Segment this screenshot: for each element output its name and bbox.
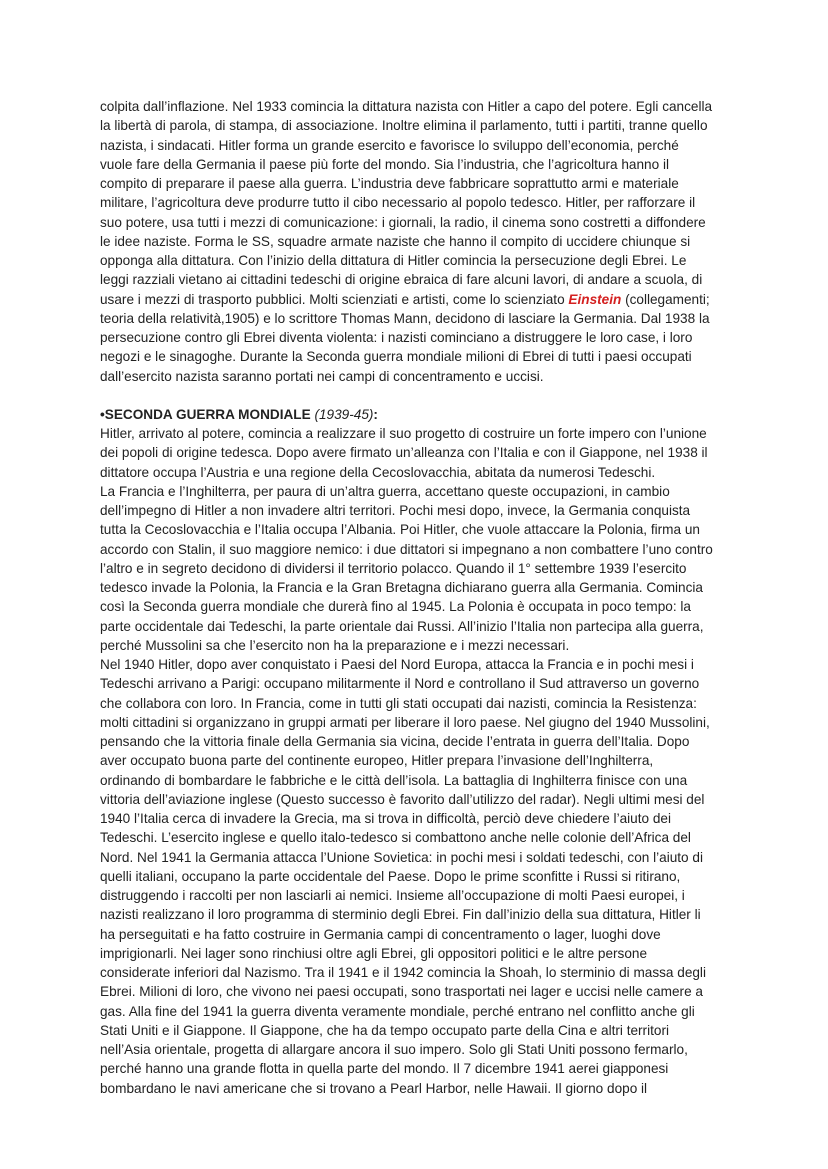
einstein-highlight: Einstein: [568, 291, 622, 307]
text-line: nell’Asia orientale, progetta di allargare ancora il suo impero. Solo gli Stati Uniti possono fermarlo,: [100, 1042, 688, 1057]
text-line: [100, 290, 740, 309]
text-line: perché hanno una grande flotta in quella parte del mondo. Il 7 dicembre 1941 aerei giapponesi: [100, 1061, 669, 1077]
text-line: compito di preparare il paese alla guerra. L’industria deve fabbricare soprattutto armi e materiale: [100, 176, 679, 191]
text-line: Ebrei. Milioni di loro, che vivono nei paesi occupati, sono trasportati nei lager e uccisi nelle camere a: [100, 984, 703, 1000]
text-line: dittatore occupa l’Austria e una regione della Cecoslovacchia, abitata da numerosi Tedeschi.: [100, 464, 656, 480]
text-line: dell’impegno di Hitler a non invadere altri territori. Pochi mesi dopo, invece, la Germania conquista: [100, 503, 691, 518]
text-line: Hitler, arrivato al potere, comincia a realizzare il suo progetto di costruire un forte impero con l’unione: [100, 426, 707, 441]
text-line: negozi e le sinagoghe. Durante la Seconda guerra mondiale milioni di Ebrei di tutti i paesi occupati: [100, 349, 692, 365]
text-line: 1940 l’Italia cerca di invadere la Grecia, ma si trova in difficoltà, perciò deve chiedere l’aiuto dei: [100, 811, 671, 826]
text-line: tedesco invade la Polonia, la Francia e la Gran Bretagna dichiarano guerra alla Germania. Comincia: [100, 580, 703, 595]
text-line: gas. Alla fine del 1941 la guerra diventa veramente mondiale, perché entrano nel conflitto anche gli: [100, 1003, 695, 1019]
text-line: persecuzione contro gli Ebrei diventa violenta: i nazisti cominciano a distruggere le loro case, i loro: [100, 330, 693, 345]
text-line: ha perseguitati e ha fatto costruire in Germania campi di concentramento o lager, luoghi dove: [100, 926, 661, 942]
text-line: molti cittadini si organizzano in gruppi armati per liberare il loro paese. Nel giugno del 1940 Mussolini,: [100, 714, 710, 730]
text-line: imprigionarli. Nei lager sono rinchiusi oltre agli Ebrei, gli oppositori politici e le altre persone: [100, 945, 648, 961]
text-line: che collabora con loro. In Francia, come in tutti gli stati occupati dai nazisti, comincia la Resistenza:: [100, 695, 697, 711]
paragraph-hitler-dictatorship: [100, 97, 740, 386]
text-line: Nel 1940 Hitler, dopo aver conquistato i Paesi del Nord Europa, attacca la Francia e in pochi mesi i: [100, 657, 694, 672]
text-line: Tedeschi arrivano a Parigi: occupano militarmente il Nord e controllano il Sud attraverso un governo: [100, 676, 700, 692]
text-line: parte occidentale dai Tedeschi, la parte orientale dai Russi. All’inizio l’Italia non partecipa alla guerra,: [100, 618, 704, 634]
text-line: Tedeschi. L’esercito inglese e quello italo-tedesco si combattono anche nelle colonie dell’Africa del: [100, 830, 691, 846]
section-heading: [100, 405, 740, 424]
text-line: le idee naziste. Forma le SS, squadre armate naziste che hanno il compito di uccidere chiunque si: [100, 233, 691, 249]
document-page: [100, 97, 740, 1098]
text-line: così la Seconda guerra mondiale che durerà fino al 1945. La Polonia è occupata in poco tempo: la: [100, 599, 691, 615]
text-line: distruggendo i raccolti per non lasciarli ai nemici. Insieme all’occupazione di molti Paesi europei, i: [100, 888, 685, 903]
text-line: dall’esercito nazista saranno portati nei campi di concentramento e uccisi.: [100, 368, 544, 384]
text-line: bombardano le navi americane che si trovano a Pearl Harbor, nelle Hawaii. Il giorno dopo il: [100, 1080, 648, 1096]
text-line: l’altro e in segreto decidono di dividersi il territorio polacco. Quando il 1° settembre 1939 l’esercito: [100, 560, 687, 576]
text-line: accordo con Stalin, il suo maggiore nemico: i due dittatori si impegnano a non combattere l’uno contro: [100, 541, 713, 557]
text-line: colpita dall’inflazione. Nel 1933 comincia la dittatura nazista con Hitler a capo del potere. Egli cancella: [100, 99, 713, 114]
text-line: nazista, i sindacati. Hitler forma un grande esercito e favorisce lo sviluppo dell’economia, perché: [100, 137, 679, 153]
heading-colon: :: [373, 406, 378, 422]
text-line: vuole fare della Germania il paese più forte del mondo. Sia l’industria, che l’agricoltura hanno il: [100, 156, 669, 172]
text-segment: usare i mezzi di trasporto pubblici. Molti scienziati e artisti, come lo scienziato: [100, 291, 569, 307]
text-line: perché Mussolini sa che l’esercito non ha la preparazione e i mezzi necessari.: [100, 637, 570, 653]
paragraph-gap: [100, 386, 740, 405]
text-line: aver occupato buona parte del continente europeo, Hitler prepara l’invasione dell’Inghilterra,: [100, 753, 654, 769]
paragraph-second-world-war: [100, 424, 740, 1098]
text-line: leggi razziali vietano ai cittadini tedeschi di origine ebraica di fare alcuni lavori, di andare a scuola, di: [100, 272, 703, 288]
text-line: ordinando di bombardare le fabbriche e le città dell’isola. La battaglia di Inghilterra finisce con una: [100, 772, 688, 788]
text-line: opponga alla dittatura. Con l’inizio della dittatura di Hitler comincia la persecuzione degli Ebrei. Le: [100, 253, 687, 268]
text-line: considerate inferiori dal Nazismo. Tra il 1941 e il 1942 comincia la Shoah, lo sterminio di massa degli: [100, 965, 706, 980]
text-line: Nord. Nel 1941 la Germania attacca l’Unione Sovietica: in pochi mesi i soldati tedeschi, con l’aiuto di: [100, 849, 703, 865]
text-line: vittoria dell’aviazione inglese (Questo successo è favorito dall’utilizzo del radar). Negli ultimi mesi del: [100, 791, 705, 807]
text-line: militare, l’agricoltura deve produrre tutto il cibo necessario al popolo tedesco. Hitler, per rafforzare il: [100, 195, 696, 211]
text-line: suo potere, usa tutti i mezzi di comunicazione: i giornali, la radio, il cinema sono costretti a diffondere: [100, 214, 706, 230]
text-line: tutta la Cecoslovacchia e l’Italia occupa l’Albania. Poi Hitler, che vuole attaccare la Polonia, firma un: [100, 522, 700, 538]
text-line: quelli italiani, occupano la parte occidentale del Paese. Dopo le prime sconfitte i Russi si ritirano,: [100, 868, 681, 884]
text-line: Stati Uniti e il Giappone. Il Giappone, che ha da tempo occupato parte della Cina e altri territori: [100, 1022, 669, 1038]
text-line: pensando che la vittoria finale della Germania sia vicina, decide l’entrata in guerra dell’Italia. Dopo: [100, 734, 690, 749]
text-line: teoria della relatività,1905) e lo scrittore Thomas Mann, decidono di lasciare la Germania. Dal 1938 la: [100, 310, 710, 326]
heading-title: •SECONDA GUERRA MONDIALE: [100, 406, 311, 422]
text-line: La Francia e l’Inghilterra, per paura di un’altra guerra, accettano queste occupazioni, in cambio: [100, 483, 670, 499]
text-line: nazisti realizzano il loro programma di sterminio degli Ebrei. Fin dall’inizio della sua dittatura, Hitler li: [100, 907, 701, 923]
text-line: dei popoli di origine tedesca. Dopo avere firmato un’alleanza con l’Italia e con il Giappone, nel 1938 il: [100, 445, 708, 461]
heading-dates: (1939-45): [314, 406, 374, 422]
text-segment: (collegamenti;: [621, 291, 710, 307]
text-line: la libertà di parola, di stampa, di associazione. Inoltre elimina il parlamento, tutti i partiti, tranne quello: [100, 118, 708, 134]
